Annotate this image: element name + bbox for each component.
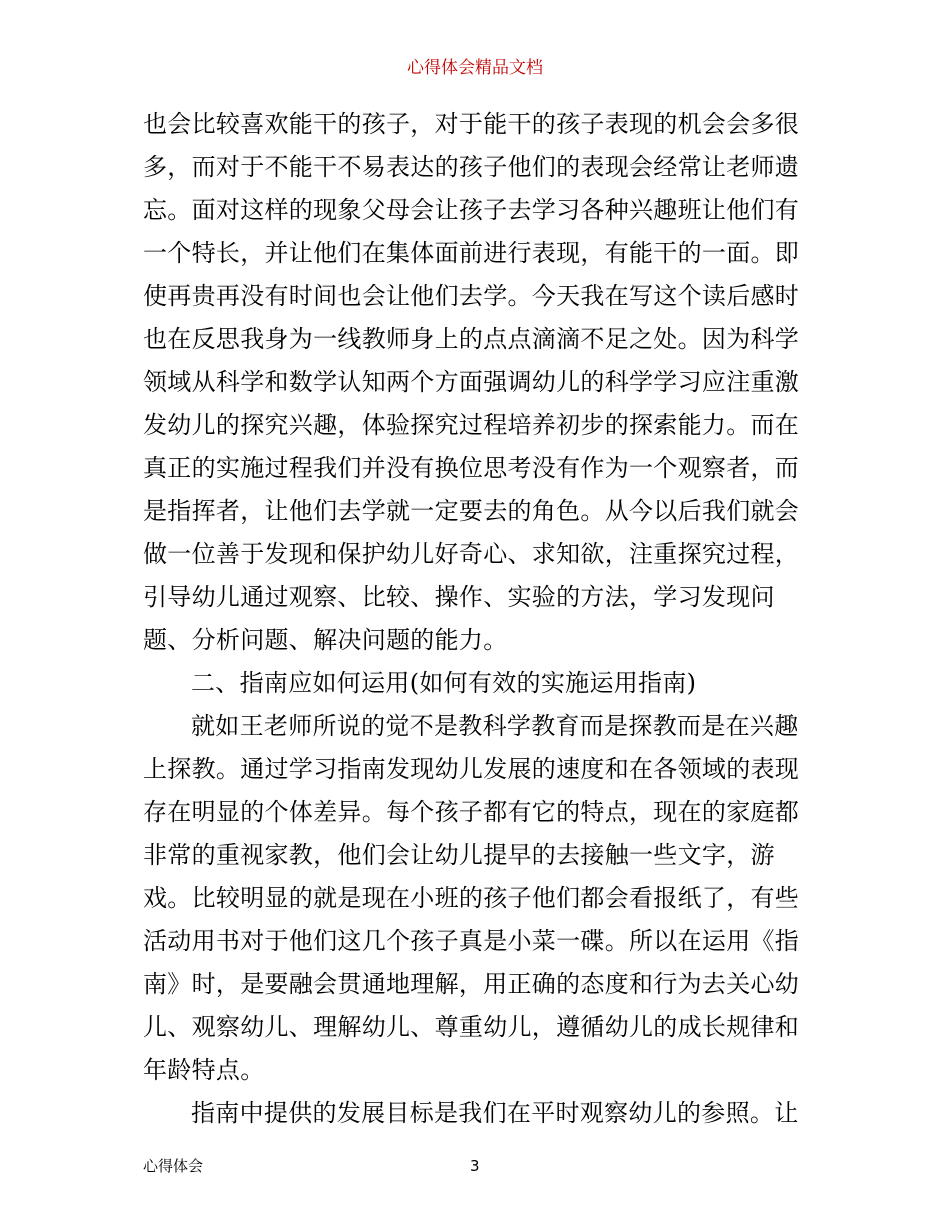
text-line: 就如王老师所说的觉不是教科学教育而是探教而是在兴趣 (191, 712, 799, 740)
text-line: 真正的实施过程我们并没有换位思考没有作为一个观察者，而 (143, 454, 800, 482)
text-line: 引导幼儿通过观察、比较、操作、实验的方法，学习发现问 (143, 583, 775, 611)
footer-label: 心得体会 (143, 1157, 204, 1175)
text-line: 非常的重视家教，他们会让幼儿提早的去接触一些文字，游 (143, 841, 775, 869)
text-line: 题、分析问题、解决问题的能力。 (143, 626, 508, 654)
text-line: 年龄特点。 (143, 1056, 265, 1084)
text-line: 使再贵再没有时间也会让他们去学。今天我在写这个读后感时 (143, 282, 800, 310)
text-line: 活动用书对于他们这几个孩子真是小菜一碟。所以在运用《指 (143, 927, 800, 955)
text-line: 领域从科学和数学认知两个方面强调幼儿的科学学习应注重激 (143, 368, 800, 396)
text-line: 多，而对于不能干不易表达的孩子他们的表现会经常让老师遗 (143, 153, 800, 181)
page-number: 3 (470, 1157, 480, 1175)
text-line: 一个特长，并让他们在集体面前进行表现，有能干的一面。即 (143, 239, 800, 267)
text-line: 指南中提供的发展目标是我们在平时观察幼儿的参照。让 (191, 1099, 799, 1127)
text-line: 是指挥者，让他们去学就一定要去的角色。从今以后我们就会 (143, 497, 800, 525)
text-line: 做一位善于发现和保护幼儿好奇心、求知欲，注重探究过程， (143, 540, 800, 568)
text-line: 南》时，是要融会贯通地理解，用正确的态度和行为去关心幼 (143, 970, 800, 998)
text-line: 忘。面对这样的现象父母会让孩子去学习各种兴趣班让他们有 (143, 196, 800, 224)
text-line: 戏。比较明显的就是现在小班的孩子他们都会看报纸了，有些 (143, 884, 800, 912)
body-text (143, 103, 815, 1135)
text-line: 也在反思我身为一线教师身上的点点滴滴不足之处。因为科学 (143, 325, 800, 353)
text-line: 上探教。通过学习指南发现幼儿发展的速度和在各领域的表现 (143, 755, 800, 783)
text-line: 也会比较喜欢能干的孩子，对于能干的孩子表现的机会会多很 (143, 110, 800, 138)
section-heading: 二、指南应如何运用(如何有效的实施运用指南) (191, 669, 697, 697)
text-line: 儿、观察幼儿、理解幼儿、尊重幼儿，遵循幼儿的成长规律和 (143, 1013, 800, 1041)
page-header-title: 心得体会精品文档 (407, 58, 543, 78)
text-line: 存在明显的个体差异。每个孩子都有它的特点，现在的家庭都 (143, 798, 800, 826)
text-line: 发幼儿的探究兴趣，体验探究过程培养初步的探索能力。而在 (143, 411, 800, 439)
